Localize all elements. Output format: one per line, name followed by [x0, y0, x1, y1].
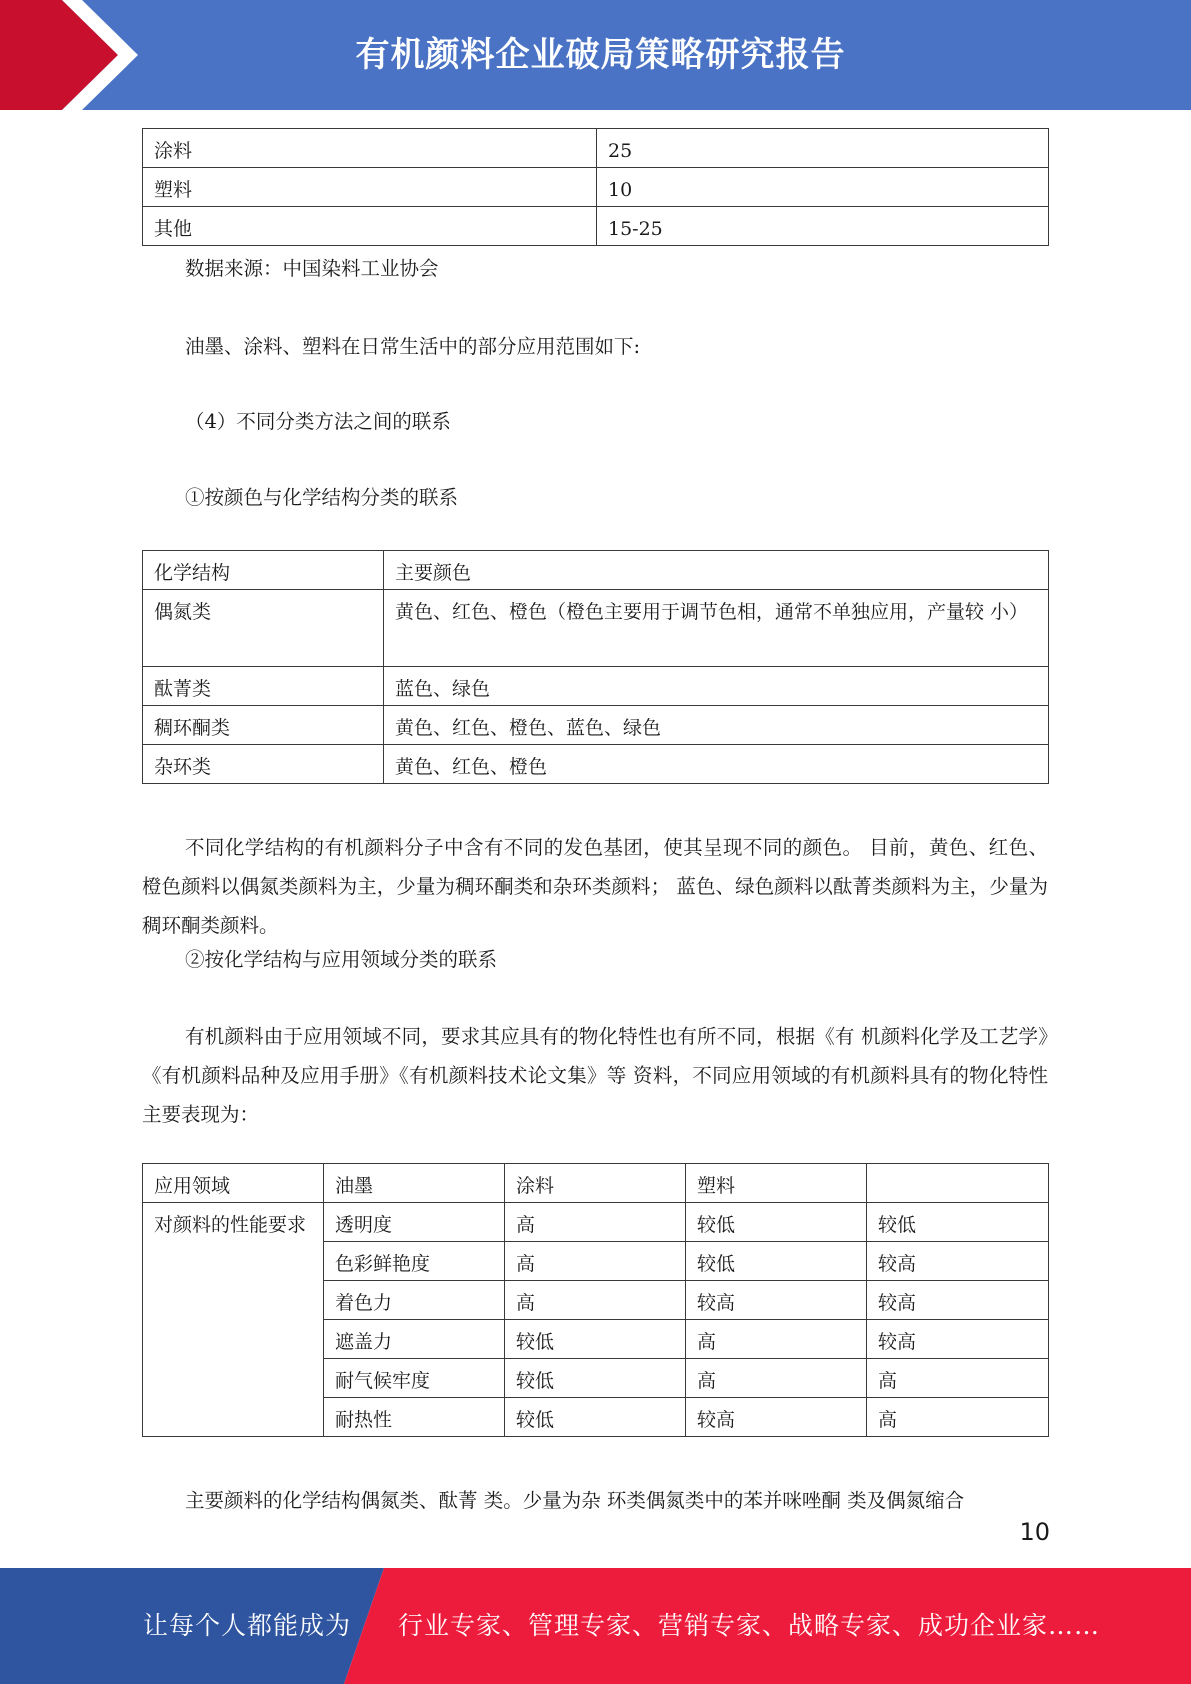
table-cell: 高 [686, 1320, 867, 1359]
table-row [143, 207, 1049, 246]
page-number: 10 [1019, 1518, 1050, 1546]
row-label: 对颜料的性能要求 [143, 1203, 324, 1437]
table-row [143, 129, 1049, 168]
table-cell: 较高 [686, 1281, 867, 1320]
source-note: 数据来源：中国染料工业协会 [185, 257, 439, 280]
column-header: 油墨 [324, 1164, 505, 1203]
table-cell: 黄色、红色、橙色（橙色主要用于调节色相，通常不单独应用，产量较 小） [384, 590, 1049, 667]
table-cell: 黄色、红色、橙色、蓝色、绿色 [384, 706, 1049, 745]
footer-slogan-right: 行业专家、管理专家、营销专家、战略专家、成功企业家…… [398, 1611, 1101, 1640]
structure-color-table [142, 550, 1049, 784]
subsection-heading: ②按化学结构与应用领域分类的联系 [185, 948, 498, 971]
table-cell: 高 [867, 1398, 1049, 1437]
intro-line: 油墨、涂料、塑料在日常生活中的部分应用范围如下: [185, 335, 641, 358]
usage-table [142, 128, 1049, 246]
table-cell: 较高 [867, 1320, 1049, 1359]
page-header [0, 0, 1191, 110]
table-cell: 高 [686, 1359, 867, 1398]
table-row [143, 1203, 1049, 1242]
table-cell: 较低 [686, 1203, 867, 1242]
column-header: 塑料 [686, 1164, 867, 1203]
table-cell: 稠环酮类 [143, 706, 384, 745]
table-cell: 着色力 [324, 1281, 505, 1320]
table-cell: 15-25 [597, 207, 1049, 246]
table-cell: 耐热性 [324, 1398, 505, 1437]
column-header [867, 1164, 1049, 1203]
paragraph: 有机颜料由于应用领域不同，要求其应具有的物化特性也有所不同，根据《有 机颜料化学及工艺学》《有机颜料品种及应用手册》《有机颜料技术论文集》等 资料，不同应用领域的有机颜料具有的物化特性主要表现为： [142, 1025, 1048, 1126]
column-header: 涂料 [505, 1164, 686, 1203]
table-cell: 较高 [686, 1398, 867, 1437]
table-cell: 涂料 [143, 129, 597, 168]
table-cell: 较低 [505, 1320, 686, 1359]
column-header: 化学结构 [143, 551, 384, 590]
column-header: 应用领域 [143, 1164, 324, 1203]
footer-slogan-left: 让每个人都能成为 [143, 1611, 352, 1640]
table-cell: 高 [505, 1203, 686, 1242]
table-cell: 较高 [867, 1281, 1049, 1320]
table-cell: 透明度 [324, 1203, 505, 1242]
table-cell: 高 [867, 1359, 1049, 1398]
table-header-row [143, 1164, 1049, 1203]
table-cell: 10 [597, 168, 1049, 207]
table-cell: 较低 [867, 1203, 1049, 1242]
table-cell: 酞菁类 [143, 667, 384, 706]
table-cell: 较高 [867, 1242, 1049, 1281]
table-cell: 蓝色、绿色 [384, 667, 1049, 706]
report-title: 有机颜料企业破局策略研究报告 [355, 35, 846, 75]
table-cell: 高 [505, 1242, 686, 1281]
table-header-row [143, 551, 1049, 590]
table-cell: 偶氮类 [143, 590, 384, 667]
table-cell: 较低 [505, 1359, 686, 1398]
table-cell: 较低 [686, 1242, 867, 1281]
table-cell: 色彩鲜艳度 [324, 1242, 505, 1281]
table-cell: 遮盖力 [324, 1320, 505, 1359]
table-cell: 黄色、红色、橙色 [384, 745, 1049, 784]
table-row [143, 168, 1049, 207]
page-footer [0, 1568, 1191, 1684]
table-row [143, 745, 1049, 784]
table-cell: 耐气候牢度 [324, 1359, 505, 1398]
table-cell: 其他 [143, 207, 597, 246]
section-heading: （4）不同分类方法之间的联系 [185, 410, 451, 433]
table-row [143, 590, 1049, 667]
table-cell: 较低 [505, 1398, 686, 1437]
table-row [143, 706, 1049, 745]
column-header: 主要颜色 [384, 551, 1049, 590]
table-cell: 高 [505, 1281, 686, 1320]
paragraph: 不同化学结构的有机颜料分子中含有不同的发色基团，使其呈现不同的颜色。 目前，黄色、红色、橙色颜料以偶氮类颜料为主，少量为稠环酮类和杂环类颜料； 蓝色、绿色颜料以酞菁类颜料为主，少量为稠环酮类颜料。 [142, 836, 1048, 937]
subsection-heading: ①按颜色与化学结构分类的联系 [185, 486, 459, 509]
performance-table [142, 1163, 1049, 1437]
table-cell: 25 [597, 129, 1049, 168]
table-cell: 塑料 [143, 168, 597, 207]
table-row [143, 667, 1049, 706]
table-cell: 杂环类 [143, 745, 384, 784]
paragraph: 主要颜料的化学结构偶氮类、酞菁 类。少量为杂 环类偶氮类中的苯并咪唑酮 类及偶氮缩合 [185, 1489, 965, 1512]
